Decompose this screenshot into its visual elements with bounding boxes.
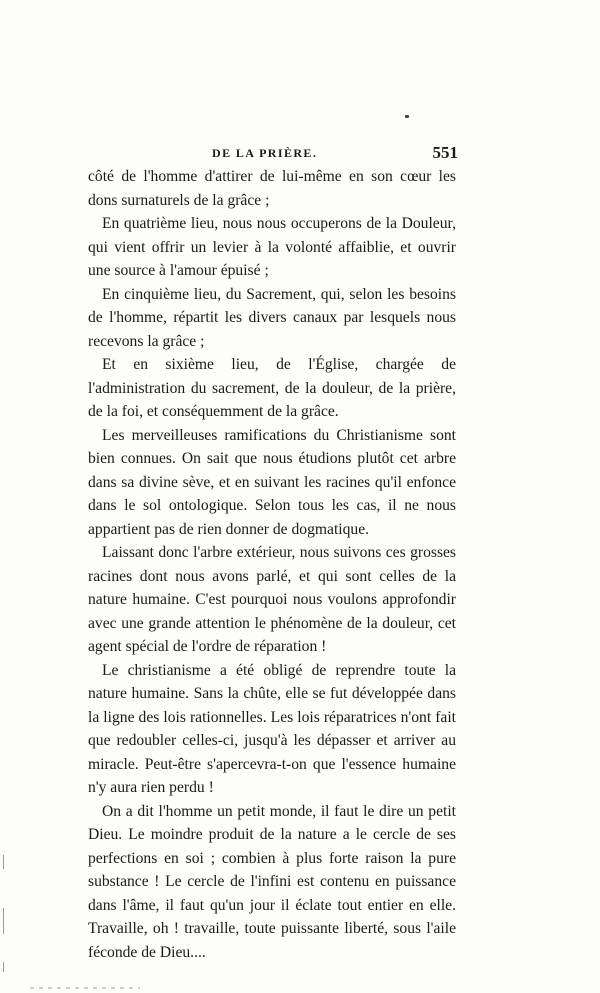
scan-edge-mark [3,908,4,934]
running-title: DE LA PRIÈRE. [212,146,318,160]
paragraph-eglise: Et en sixième lieu, de l'Église, chargée de l'administration du sacrement, de la douleur, de la prière, de la foi, et conséquemment de la grâce. [88,356,456,420]
page-number: 551 [432,143,458,162]
scan-edge-mark [3,855,4,869]
paragraph-petit-monde: On a dit l'homme un petit monde, il faut le dire un petit Dieu. Le moindre produit de la nature a le cercle de ses perfections en soi ; combien à plus forte raison la pure substance ! Le cercle de l'infini est contenu en puissance dans l'âme, il faut qu'un jour il éclate tout entier en elle. Travaille, oh ! travaille, toute puissante liberté, sous l'aile féconde de Dieu.... [88,802,456,961]
paragraph-sacrement: En cinquième lieu, du Sacrement, qui, selon les besoins de l'homme, répartit les divers canaux par lesquels nous recevons la grâce ; [88,285,456,350]
paragraph-douleur: En quatrième lieu, nous nous occuperons de la Douleur, qui vient offrir un levier à la volonté affaiblie, et ouvrir une source à l'amour épuisé ; [88,215,456,279]
scan-edge-mark [3,962,4,972]
scan-bottom-speck [30,987,140,989]
body-text [88,165,456,964]
paragraph-continuation: côté de l'homme d'attirer de lui-même en son cœur les dons surnaturels de la grâce ; [88,168,456,209]
paragraph-arbre-exterieur: Laissant donc l'arbre extérieur, nous suivons ces grosses racines dont nous avons parlé, et qui sont celles de la nature humaine. C'est pourquoi nous voulons approfondir avec une grande attention le phénomène de la douleur, cet agent spécial de l'ordre de réparation ! [88,544,456,655]
page-header [100,143,458,165]
paragraph-christianisme: Le christianisme a été obligé de reprendre toute la nature humaine. Sans la chûte, elle se fut développée dans la ligne des lois rationnelles. Les lois réparatrices n'ont fait que redoubler celles-ci, jusqu'à les dépasser et arriver au miracle. Peut-être s'apercevra-t-on que l'essence humaine n'y aura rien perdu ! [88,661,456,796]
print-speck [405,115,409,118]
paragraph-ramifications: Les merveilleuses ramifications du Christianisme sont bien connues. On sait que nous étudions plutôt cet arbre dans sa divine sève, et en suivant les racines qu'il enfonce dans le sol ontologique. Selon tous les cas, il ne nous appartient pas de rien donner de dogmatique. [88,426,456,538]
